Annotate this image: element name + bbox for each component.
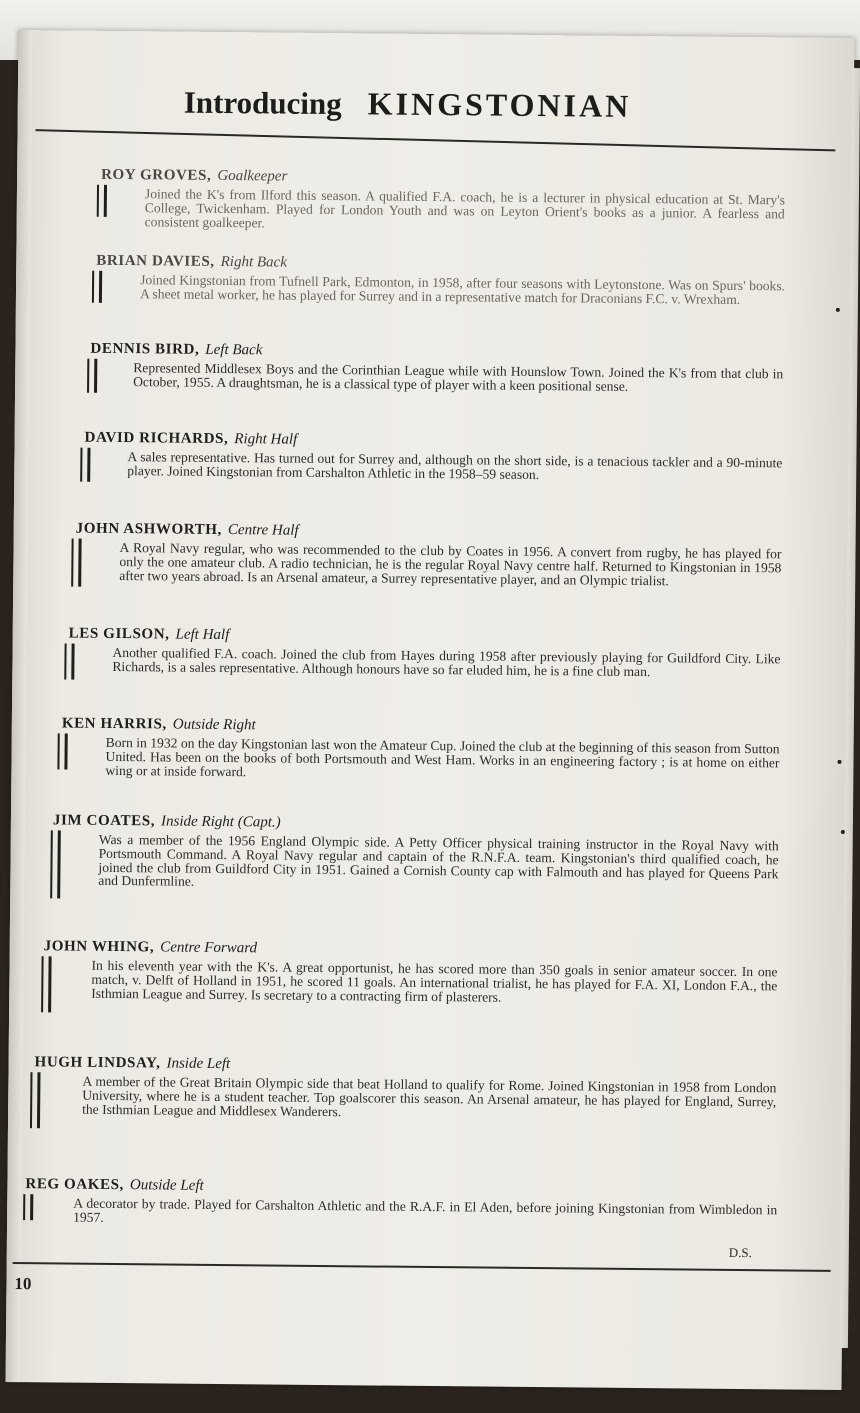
player-name: DENNIS BIRD, xyxy=(90,340,200,358)
player-bars xyxy=(80,448,95,482)
player-bars xyxy=(57,733,72,769)
punch-mark xyxy=(838,760,842,764)
page-edge xyxy=(840,68,860,1348)
player-position: Inside Right (Capt.) xyxy=(161,813,281,831)
player-heading xyxy=(62,715,256,734)
player-heading xyxy=(96,253,287,272)
player-bars xyxy=(92,271,107,303)
player-position: Left Half xyxy=(175,626,230,644)
player-position: Inside Left xyxy=(166,1055,231,1073)
player-heading xyxy=(35,1054,231,1073)
player-name: LES GILSON, xyxy=(68,625,170,643)
player-bio: A Royal Navy regular, who was recommended to the club by Coates in 1956. A convert from rugby, he has played for only the one amateur club. A radio technician, he is the regular Royal Navy centre half. Returned to Kingstonian in 1958 after two years abroad. Is an Arsenal amateur, a Surrey representative player, and an Olympic trialist. xyxy=(119,540,782,588)
player-entry xyxy=(13,625,849,679)
programme-page xyxy=(6,30,855,1390)
title-intro: Introducing xyxy=(183,84,342,122)
player-name: JOHN WHING, xyxy=(43,938,155,956)
player-entry xyxy=(9,1054,845,1119)
player-bars xyxy=(30,1072,45,1128)
player-entry xyxy=(10,938,846,1005)
player-name: HUGH LINDSAY, xyxy=(34,1054,161,1072)
player-position: Right Half xyxy=(234,431,298,448)
player-entry xyxy=(17,166,853,230)
title-rule xyxy=(36,129,836,151)
player-entry xyxy=(16,340,852,394)
page-number: 10 xyxy=(14,1274,32,1294)
player-heading xyxy=(44,938,257,957)
player-bio: Joined the K's from Ilford this season. A qualified F.A. coach, he is a lecturer in physical education at St. Mary's College, Twickenham. Played for London Youth and was on Leyton Orient's books as a junior. A fearless and consistent goalkeeper. xyxy=(144,186,785,230)
player-entry xyxy=(16,252,852,307)
player-bars xyxy=(71,539,86,587)
player-heading xyxy=(85,430,298,449)
player-name: BRIAN DAVIES, xyxy=(96,252,215,270)
player-entry xyxy=(8,1176,844,1225)
player-bio: In his eleventh year with the K's. A great opportunist, he has scored more than 350 goals in senior amateur soccer. In one match, v. Delft of Holland in 1951, he scored 11 goals. An international trialist, he has played for F.A. XI, London F.A., the Isthmian League and Surrey. Is secretary to a contracting firm of plasterers. xyxy=(91,957,778,1005)
player-heading xyxy=(25,1176,203,1195)
player-entry xyxy=(11,812,847,890)
player-heading xyxy=(90,341,262,360)
footer-rule xyxy=(13,1262,831,1272)
player-bars xyxy=(50,830,65,898)
player-bars xyxy=(41,956,56,1012)
player-bars xyxy=(97,185,112,217)
player-position: Outside Right xyxy=(172,716,256,734)
player-position: Goalkeeper xyxy=(217,167,288,185)
player-name: ROY GROVES, xyxy=(101,166,212,184)
player-name: REG OAKES, xyxy=(25,1176,125,1194)
punch-mark xyxy=(841,830,845,834)
title-club: KINGSTONIAN xyxy=(367,85,632,124)
player-bars xyxy=(23,1194,38,1220)
player-heading xyxy=(53,812,281,831)
player-heading xyxy=(76,521,299,540)
player-position: Right Back xyxy=(220,253,287,271)
player-bars xyxy=(87,359,102,393)
player-entry xyxy=(14,520,850,588)
player-position: Outside Left xyxy=(129,1177,204,1194)
player-bio: A decorator by trade. Played for Carshalton Athletic and the R.A.F. in El Aden, before joining Kingstonian from Wimbledon in 1957. xyxy=(73,1195,778,1225)
player-entry xyxy=(15,429,851,482)
player-entry xyxy=(12,715,848,779)
player-name: KEN HARRIS, xyxy=(61,715,167,733)
player-position: Left Back xyxy=(205,341,263,359)
player-position: Centre Half xyxy=(227,522,299,539)
player-heading xyxy=(69,626,230,645)
player-name: DAVID RICHARDS, xyxy=(84,429,229,448)
player-bio: Represented Middlesex Boys and the Corinthian League while with Hounslow Town. Joined the K's from that club in October, 1955. A draughtsman, he is a classical type of player with a keen positional sense. xyxy=(133,360,784,394)
page-title xyxy=(184,84,632,125)
player-bio: A member of the Great Britain Olympic side that beat Holland to qualify for Rome. Joined Kingstonian in 1958 from London University, where he is a student teacher. Top goalscorer this season. An Arsenal amateur, he has played for England, Surrey, the Isthmian League and Middlesex Wanderers. xyxy=(82,1073,777,1119)
player-name: JIM COATES, xyxy=(52,812,156,830)
player-bars xyxy=(64,643,79,679)
player-bio: Born in 1932 on the day Kingstonian last won the Amateur Cup. Joined the club at the beginning of this season from Sutton United. Has been on the books of both Portsmouth and West Ham. Works in an engineering factory ; is at home on either wing or at inside forward. xyxy=(105,734,780,779)
player-bio: Joined Kingstonian from Tufnell Park, Edmonton, in 1958, after four seasons with Leytonstone. Was on Spurs' books. A sheet metal worker, he has played for Surrey and in a representative match for Draconians F.C. v. Wrexham. xyxy=(139,272,786,307)
player-bio: Another qualified F.A. coach. Joined the club from Hayes during 1958 after previously playing for Guildford City. Like Richards, is a sales representative. Although honours have so far eluded him, he is a fine club man. xyxy=(112,644,781,679)
player-bio: A sales representative. Has turned out for Surrey and, although on the short side, is a tenacious tackler and a 90-minute player. Joined Kingstonian from Carshalton Athletic in the 1958–59 season. xyxy=(127,449,783,482)
player-bio: Was a member of the 1956 England Olympic side. A Petty Officer physical training instructor in the Royal Navy with Portsmouth Command. A Royal Navy regular and captain of the R.N.F.A. team. Kingstonian's third qualified coach, he joined the club from Guildford City in 1951. Gained a Cornish County cap with Falmouth and has played for Queens Park and Dunfermline. xyxy=(98,831,779,890)
punch-mark xyxy=(836,308,840,312)
player-position: Centre Forward xyxy=(160,939,258,957)
player-name: JOHN ASHWORTH, xyxy=(75,520,223,538)
author-signoff: D.S. xyxy=(728,1244,753,1261)
player-heading xyxy=(101,167,287,186)
